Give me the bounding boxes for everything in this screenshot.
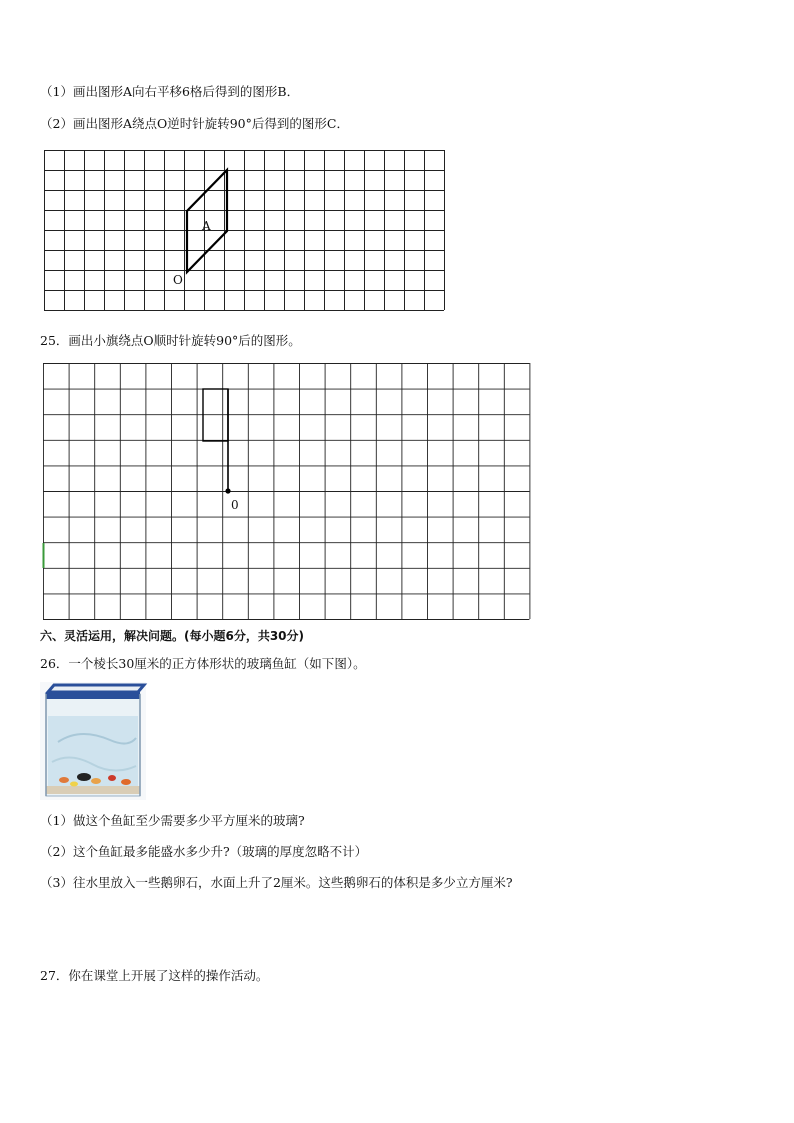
q24-part1: （1）画出图形A向右平移6格后得到的图形B．	[40, 84, 300, 99]
shape-a-label: A	[202, 219, 211, 233]
q24-part2: （2）画出图形A绕点O逆时针旋转90°后得到的图形C．	[40, 116, 349, 131]
q26-text: 26．一个棱长30厘米的正方体形状的玻璃鱼缸（如下图）。	[40, 656, 366, 671]
q26-part1: （1）做这个鱼缸至少需要多少平方厘米的玻璃?	[40, 813, 305, 828]
q26-part2: （2）这个鱼缸最多能盛水多少升?（玻璃的厚度忽略不计）	[40, 844, 368, 859]
grid-q24	[44, 150, 446, 316]
point-o	[225, 488, 230, 493]
fish-tank-image	[40, 682, 146, 800]
point-o-label: O	[173, 273, 183, 287]
q26-part3: （3）往水里放入一些鹅卵石，水面上升了2厘米。这些鹅卵石的体积是多少立方厘米?	[40, 875, 513, 890]
point-o-label: 0	[231, 498, 239, 512]
q25-text: 25．画出小旗绕点O顺时针旋转90°后的图形。	[40, 333, 301, 348]
section-6-heading: 六、灵活运用，解决问题。(每小题6分，共30分)	[40, 629, 305, 643]
grid-q25	[43, 363, 545, 621]
q27-text: 27．你在课堂上开展了这样的操作活动。	[40, 968, 269, 983]
